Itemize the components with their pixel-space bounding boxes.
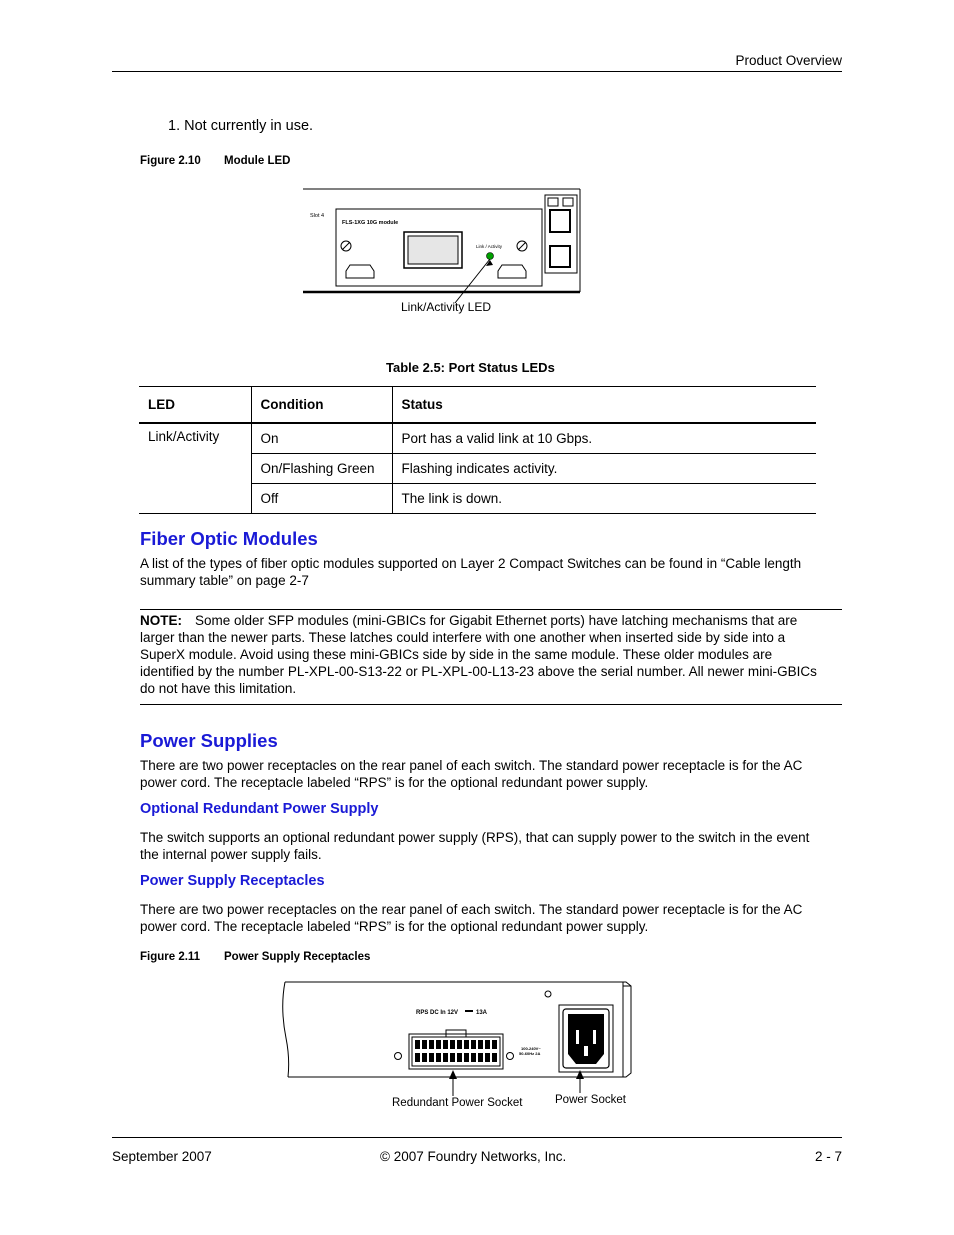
note-line: identified by the number PL-XPL-00-S13-22 or PL-XPL-00-L13-23 above the serial number. All newer mini-GBICs [140, 664, 817, 679]
power-socket-callout: Power Socket [555, 1094, 626, 1106]
status-cell: Port has a valid link at 10 Gbps. [392, 423, 816, 454]
condition-cell: On [251, 423, 392, 454]
power-socket-face [568, 1014, 604, 1064]
power-receptacles-figure [278, 978, 638, 1098]
figure-caption-power [140, 951, 370, 963]
note-label: NOTE: [140, 613, 182, 628]
rating-line: 50-60Hz 2A [519, 1051, 541, 1056]
fiber-line: A list of the types of fiber optic modules supported on Layer 2 Compact Switches can be found in “Cable length [140, 556, 802, 571]
rps-heading: Optional Redundant Power Supply [140, 801, 379, 817]
rps-paragraph [140, 829, 850, 863]
module-label: FLS-1XG 10G module [342, 220, 399, 226]
receptacles-line: power cord. The receptacle labeled “RPS” is for the optional redundant power supply. [140, 919, 649, 934]
power-heading: Power Supplies [140, 730, 278, 751]
figure-number: Figure 2.11 [140, 951, 201, 963]
rps-line: The switch supports an optional redundant power supply (RPS), that can supply power to the switch in the event [140, 830, 810, 845]
power-paragraph [140, 757, 850, 791]
condition-cell: Off [251, 484, 392, 514]
rps-pins [415, 1040, 497, 1062]
redundant-socket-callout: Redundant Power Socket [392, 1097, 523, 1109]
note-rule-top [140, 609, 842, 610]
running-header: Product Overview [735, 53, 842, 68]
note-line: Some older SFP modules (mini-GBICs for Gigabit Ethernet ports) have latching mechanisms that are [195, 613, 798, 628]
led-cell: Link/Activity [139, 423, 251, 514]
slot-label: Slot 4 [310, 213, 325, 219]
status-cell: The link is down. [392, 484, 816, 514]
fiber-paragraph [140, 555, 850, 589]
port-status-table [139, 386, 816, 514]
footer-rule [112, 1137, 842, 1138]
note-line: do not have this limitation. [140, 681, 297, 696]
figure-title: Power Supply Receptacles [224, 951, 371, 963]
led-label: Link / Activity [476, 244, 503, 249]
column-header-status: Status [392, 387, 816, 424]
table-row [139, 423, 816, 454]
note-first-line [140, 612, 850, 629]
header-rule [112, 71, 842, 72]
power-line: There are two power receptacles on the rear panel of each switch. The standard power receptacle is for the AC [140, 758, 803, 773]
module-led-figure [300, 185, 590, 315]
fiber-heading: Fiber Optic Modules [140, 528, 318, 549]
note-block [140, 612, 850, 697]
status-cell: Flashing indicates activity. [392, 454, 816, 484]
rps-line: the internal power supply fails. [140, 847, 322, 862]
figure-number: Figure 2.10 [140, 155, 201, 167]
note-line: SuperX module. Avoid using these mini-GBICs side by side in the same module. These older modules are [140, 647, 773, 662]
receptacles-paragraph [140, 901, 850, 935]
note-line: larger than the newer parts. These latches could interfere with one another when inserted side by side into a [140, 630, 786, 645]
table-header-row [139, 387, 816, 424]
column-header-condition: Condition [251, 387, 392, 424]
footnote: 1. Not currently in use. [168, 118, 314, 134]
receptacles-line: There are two power receptacles on the rear panel of each switch. The standard power receptacle is for the AC [140, 902, 803, 917]
fiber-line: summary table” on page 2-7 [140, 573, 309, 588]
receptacles-heading: Power Supply Receptacles [140, 873, 325, 889]
power-line: power cord. The receptacle labeled “RPS” is for the optional redundant power supply. [140, 775, 649, 790]
footer-date: September 2007 [112, 1149, 212, 1164]
footer-copyright: © 2007 Foundry Networks, Inc. [380, 1149, 567, 1164]
figure-caption-module-led [140, 155, 290, 167]
rps-amp: 13A [476, 1010, 488, 1016]
footer-page-number: 2 - 7 [814, 1149, 842, 1164]
rps-label: RPS DC In 12V [416, 1010, 459, 1016]
table-caption: Table 2.5: Port Status LEDs [386, 360, 555, 375]
figure-title: Module LED [224, 155, 291, 167]
module-led-callout: Link/Activity LED [401, 300, 492, 314]
rating-line: 100-240V~ [521, 1046, 541, 1051]
note-rule-bottom [140, 704, 842, 705]
column-header-led: LED [139, 387, 251, 424]
condition-cell: On/Flashing Green [251, 454, 392, 484]
